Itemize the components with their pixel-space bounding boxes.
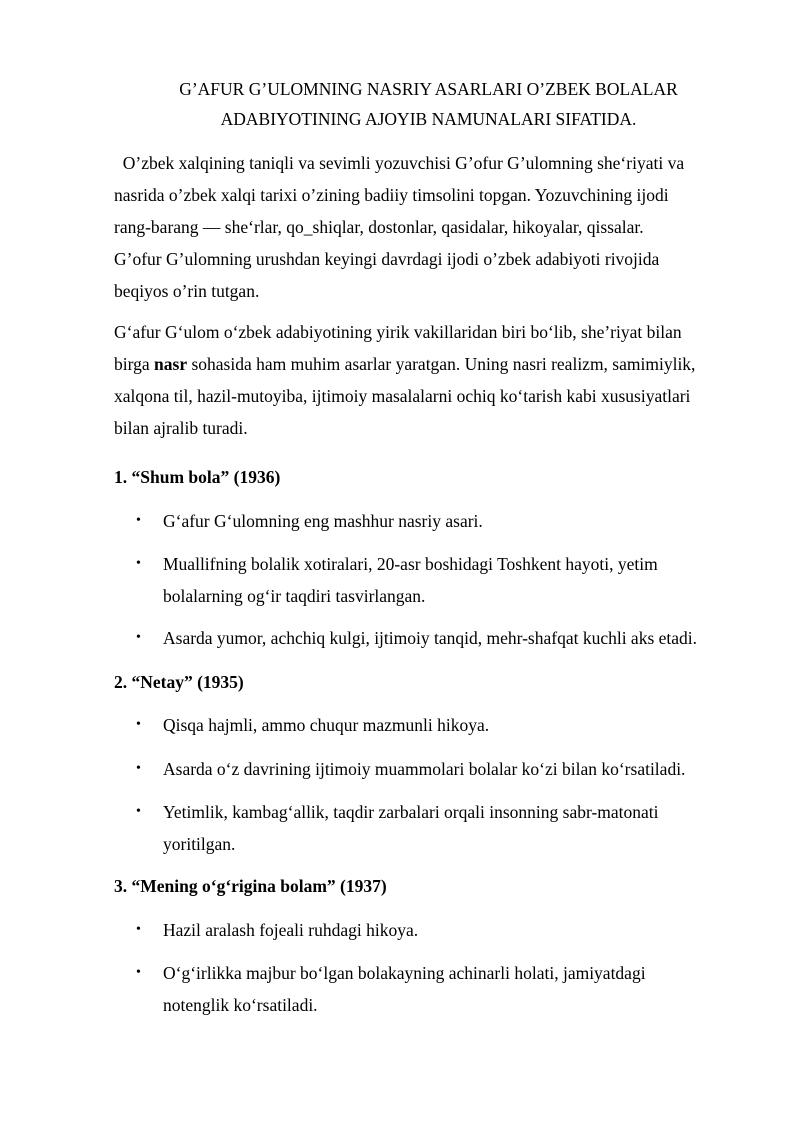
prose-paragraph [114,316,750,444]
bullet-icon: • [136,965,141,980]
text-span: sohasida ham muhim asarlar yaratgan. Uning nasri realizm, samimiylik, [187,354,696,374]
list-item [114,622,760,654]
list-item-text: Asarda yumor, achchiq kulgi, ijtimoiy tanqid, mehr-shafqat kuchli aks etadi. [163,628,698,648]
paragraph-line: xalqona til, hazil-mutoyiba, ijtimoiy masalalarni ochiq ko‘tarish kabi xususiyatlari [114,386,691,406]
paragraph-line: rang-barang — she‘rlar, qo_shiqlar, dostonlar, qasidalar, hikoyalar, qissalar. [114,217,644,237]
document-title [114,74,743,134]
bullet-icon: • [136,922,141,937]
list-item-text: Muallifning bolalik xotiralari, 20-asr boshidagi Toshkent hayoti, yetim [163,554,658,574]
bold-term: nasr [154,354,188,374]
list-item-text: Hazil aralash fojeali ruhdagi hikoya. [163,920,419,940]
paragraph-line: G’ofur G’ulomning urushdan keyingi davrdagi ijodi o’zbek adabiyoti rivojida [114,249,660,269]
paragraph-line: nasrida o’zbek xalqi tarixi o’zining badiiy timsolini topgan. Yozuvchining ijodi [114,185,669,205]
list-item-text: yoritilgan. [163,834,236,854]
list-item-text: notenglik ko‘rsatiladi. [163,995,318,1015]
list-item [114,709,760,741]
intro-paragraph [114,147,750,307]
paragraph-line [114,348,750,380]
list-item [114,957,760,1021]
text-span: birga [114,354,155,374]
paragraph-line: G‘afur G‘ulom o‘zbek adabiyotining yirik vakillaridan biri bo‘lib, she’riyat bilan [114,322,682,342]
list-item-text: Qisqa hajmli, ammo chuqur mazmunli hikoya. [163,715,490,735]
list-item-text: bolalarning og‘ir taqdiri tasvirlangan. [163,586,426,606]
list-item [114,548,760,612]
list-item [114,505,760,537]
bullet-icon: • [136,513,141,528]
list-item [114,796,760,860]
list-item-text: Yetimlik, kambag‘allik, taqdir zarbalari orqali insonning sabr-matonati [163,802,659,822]
paragraph-line: bilan ajralib turadi. [114,418,248,438]
bullet-icon: • [136,761,141,776]
title-line: G’AFUR G’ULOMNING NASRIY ASARLARI O’ZBEK BOLALAR [179,79,678,99]
list-item [114,753,760,785]
list-item-text: Asarda o‘z davrining ijtimoiy muammolari bolalar ko‘zi bilan ko‘rsatiladi. [163,759,686,779]
section-heading: 3. “Mening o‘g‘rigina bolam” (1937) [114,876,387,896]
bullet-icon: • [136,630,141,645]
list-item [114,914,760,946]
list-item-text: G‘afur G‘ulomning eng mashhur nasriy asari. [163,511,483,531]
title-line: ADABIYOTINING AJOYIB NAMUNALARI SIFATIDA. [220,109,637,129]
bullet-icon: • [136,717,141,732]
list-item-text: O‘g‘irlikka majbur bo‘lgan bolakayning achinarli holati, jamiyatdagi [163,963,646,983]
bullet-icon: • [136,804,141,819]
paragraph-line: beqiyos o’rin tutgan. [114,281,260,301]
section-heading: 2. “Netay” (1935) [114,672,244,692]
section-heading: 1. “Shum bola” (1936) [114,467,281,487]
paragraph-line: O’zbek xalqining taniqli va sevimli yozuvchisi G’ofur G’ulomning she‘riyati va [114,153,685,173]
bullet-icon: • [136,556,141,571]
